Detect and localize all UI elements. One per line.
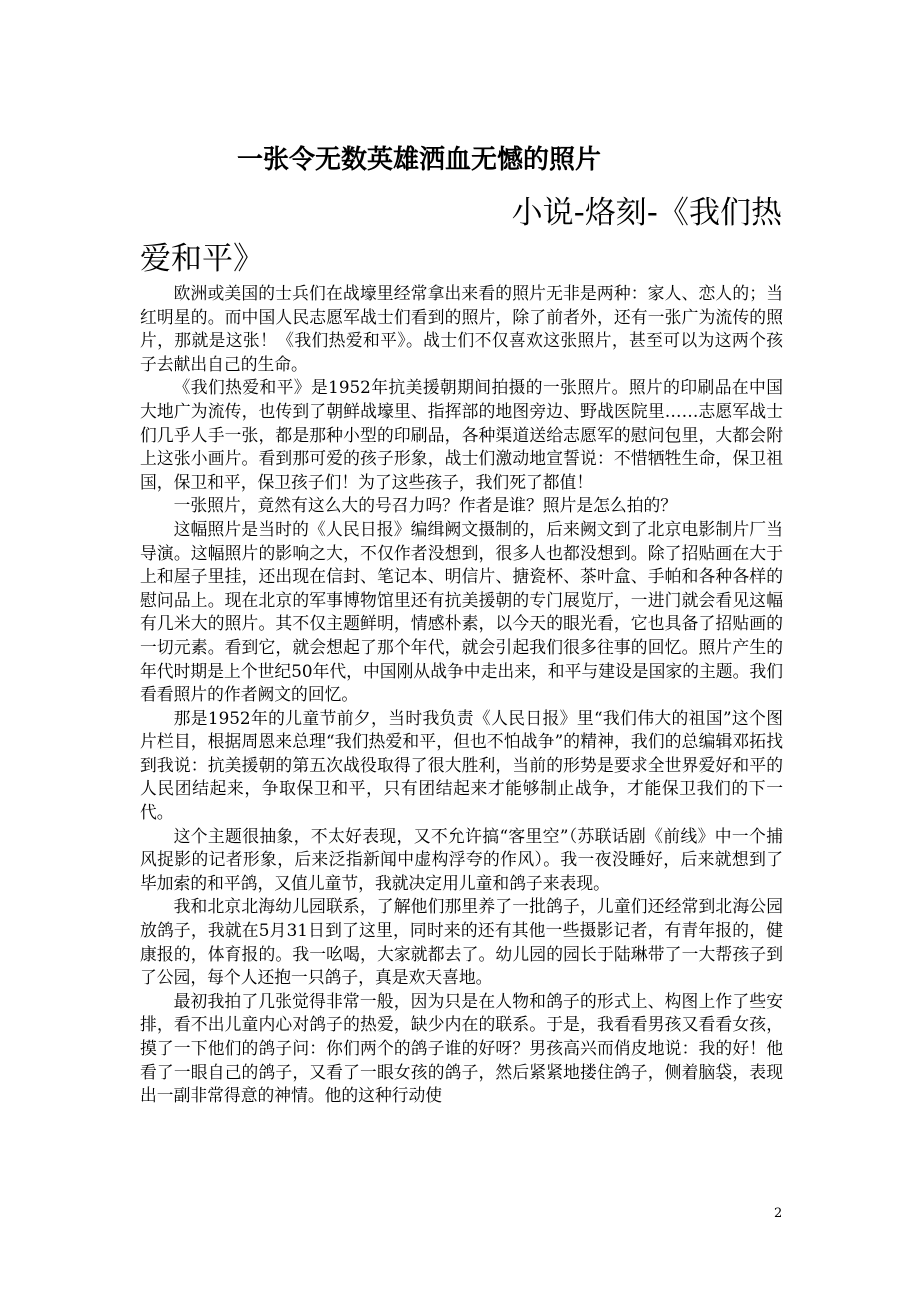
paragraph: 欧洲或美国的士兵们在战壕里经常拿出来看的照片无非是两种：家人、恋人的；当红明星的。而中国人民志愿军战士们看到的照片，除了前者外，还有一张广为流传的照片，那就是这张！《我们热爱和平》。战士们不仅喜欢这张照片，甚至可以为这两个孩子去献出自己的生命。 xyxy=(140,283,783,374)
paragraph: 这个主题很抽象，不太好表现，又不允许搞“客里空”（苏联话剧《前线》中一个捕风捉影的记者形象，后来泛指新闻中虚构浮夸的作风）。我一夜没睡好，后来就想到了毕加索的和平鸽，又值儿童节，我就决定用儿童和鸽子来表现。 xyxy=(140,825,783,893)
paragraph: 我和北京北海幼儿园联系，了解他们那里养了一批鸽子，儿童们还经常到北海公园放鸽子，我就在5月31日到了这里，同时来的还有其他一些摄影记者，有青年报的，健康报的，体育报的。我一吆喝，大家就都去了。幼儿园的园长于陆琳带了一大帮孩子到了公园，每个人还抱一只鸽子，真是欢天喜地。 xyxy=(140,896,783,988)
paragraph: 一张照片，竟然有这么大的号召力吗？作者是谁？照片是怎么拍的？ xyxy=(173,495,678,516)
paragraph: 《我们热爱和平》是1952年抗美援朝期间拍摄的一张照片。照片的印刷品在中国大地广为流传，也传到了朝鲜战壕里、指挥部的地图旁边、野战医院里……志愿军战士们几乎人手一张，都是那种小型的印刷品，各种渠道送给志愿军的慰问包里，大都会附上这张小画片。看到那可爱的孩子形象，战士们激动地宣誓说：不惜牺牲生命，保卫祖国，保卫和平，保卫孩子们！为了这些孩子，我们死了都值！ xyxy=(140,377,783,492)
paragraph: 这幅照片是当时的《人民日报》编缉阙文摄制的，后来阙文到了北京电影制片厂当导演。这幅照片的影响之大，不仅作者没想到，很多人也都没想到。除了招贴画在大于上和屋子里挂，还出现在信封、笔记本、明信片、搪瓷杯、茶叶盒、手帕和各种各样的慰问品上。现在北京的军事博物馆里还有抗美援朝的专门展览厅，一进门就会看见这幅有几米大的照片。其不仅主题鲜明，情感朴素，以今天的眼光看，它也具备了招贴画的一切元素。看到它，就会想起了那个年代，就会引起我们很多往事的回忆。照片产生的年代时期是上个世纪50年代，中国刚从战争中走出来，和平与建设是国家的主题。我们看看照片的作者阙文的回忆。 xyxy=(140,518,783,705)
subtitle-line-1: 小说-烙刻-《我们热 xyxy=(511,195,782,231)
page-title: 一张令无数英雄洒血无憾的照片 xyxy=(237,145,602,175)
page-number: 2 xyxy=(774,1206,783,1221)
paragraph: 最初我拍了几张觉得非常一般，因为只是在人物和鸽子的形式上、构图上作了些安排，看不出儿童内心对鸽子的热爱，缺少内在的联系。于是，我看看男孩又看看女孩，摸了一下他们的鸽子问：你们两个的鸽子谁的好呀？男孩高兴而俏皮地说：我的好！他看了一眼自己的鸽子，又看了一眼女孩的鸽子，然后紧紧地搂住鸽子，侧着脑袋，表现出一副非常得意的神情。他的这种行动使 xyxy=(140,990,783,1106)
article-body xyxy=(140,282,783,1108)
subtitle-line-2: 爱和平》 xyxy=(140,241,264,277)
paragraph: 那是1952年的儿童节前夕，当时我负责《人民日报》里“我们伟大的祖国”这个图片栏目，根据周恩来总理“我们热爱和平，但也不怕战争”的精神，我们的总编辑邓拓找到我说：抗美援朝的第五次战役取得了很大胜利，当前的形势是要求全世界爱好和平的人民团结起来，争取保卫和平，只有团结起来才能够制止战争，才能保卫我们的下一代。 xyxy=(140,707,783,823)
